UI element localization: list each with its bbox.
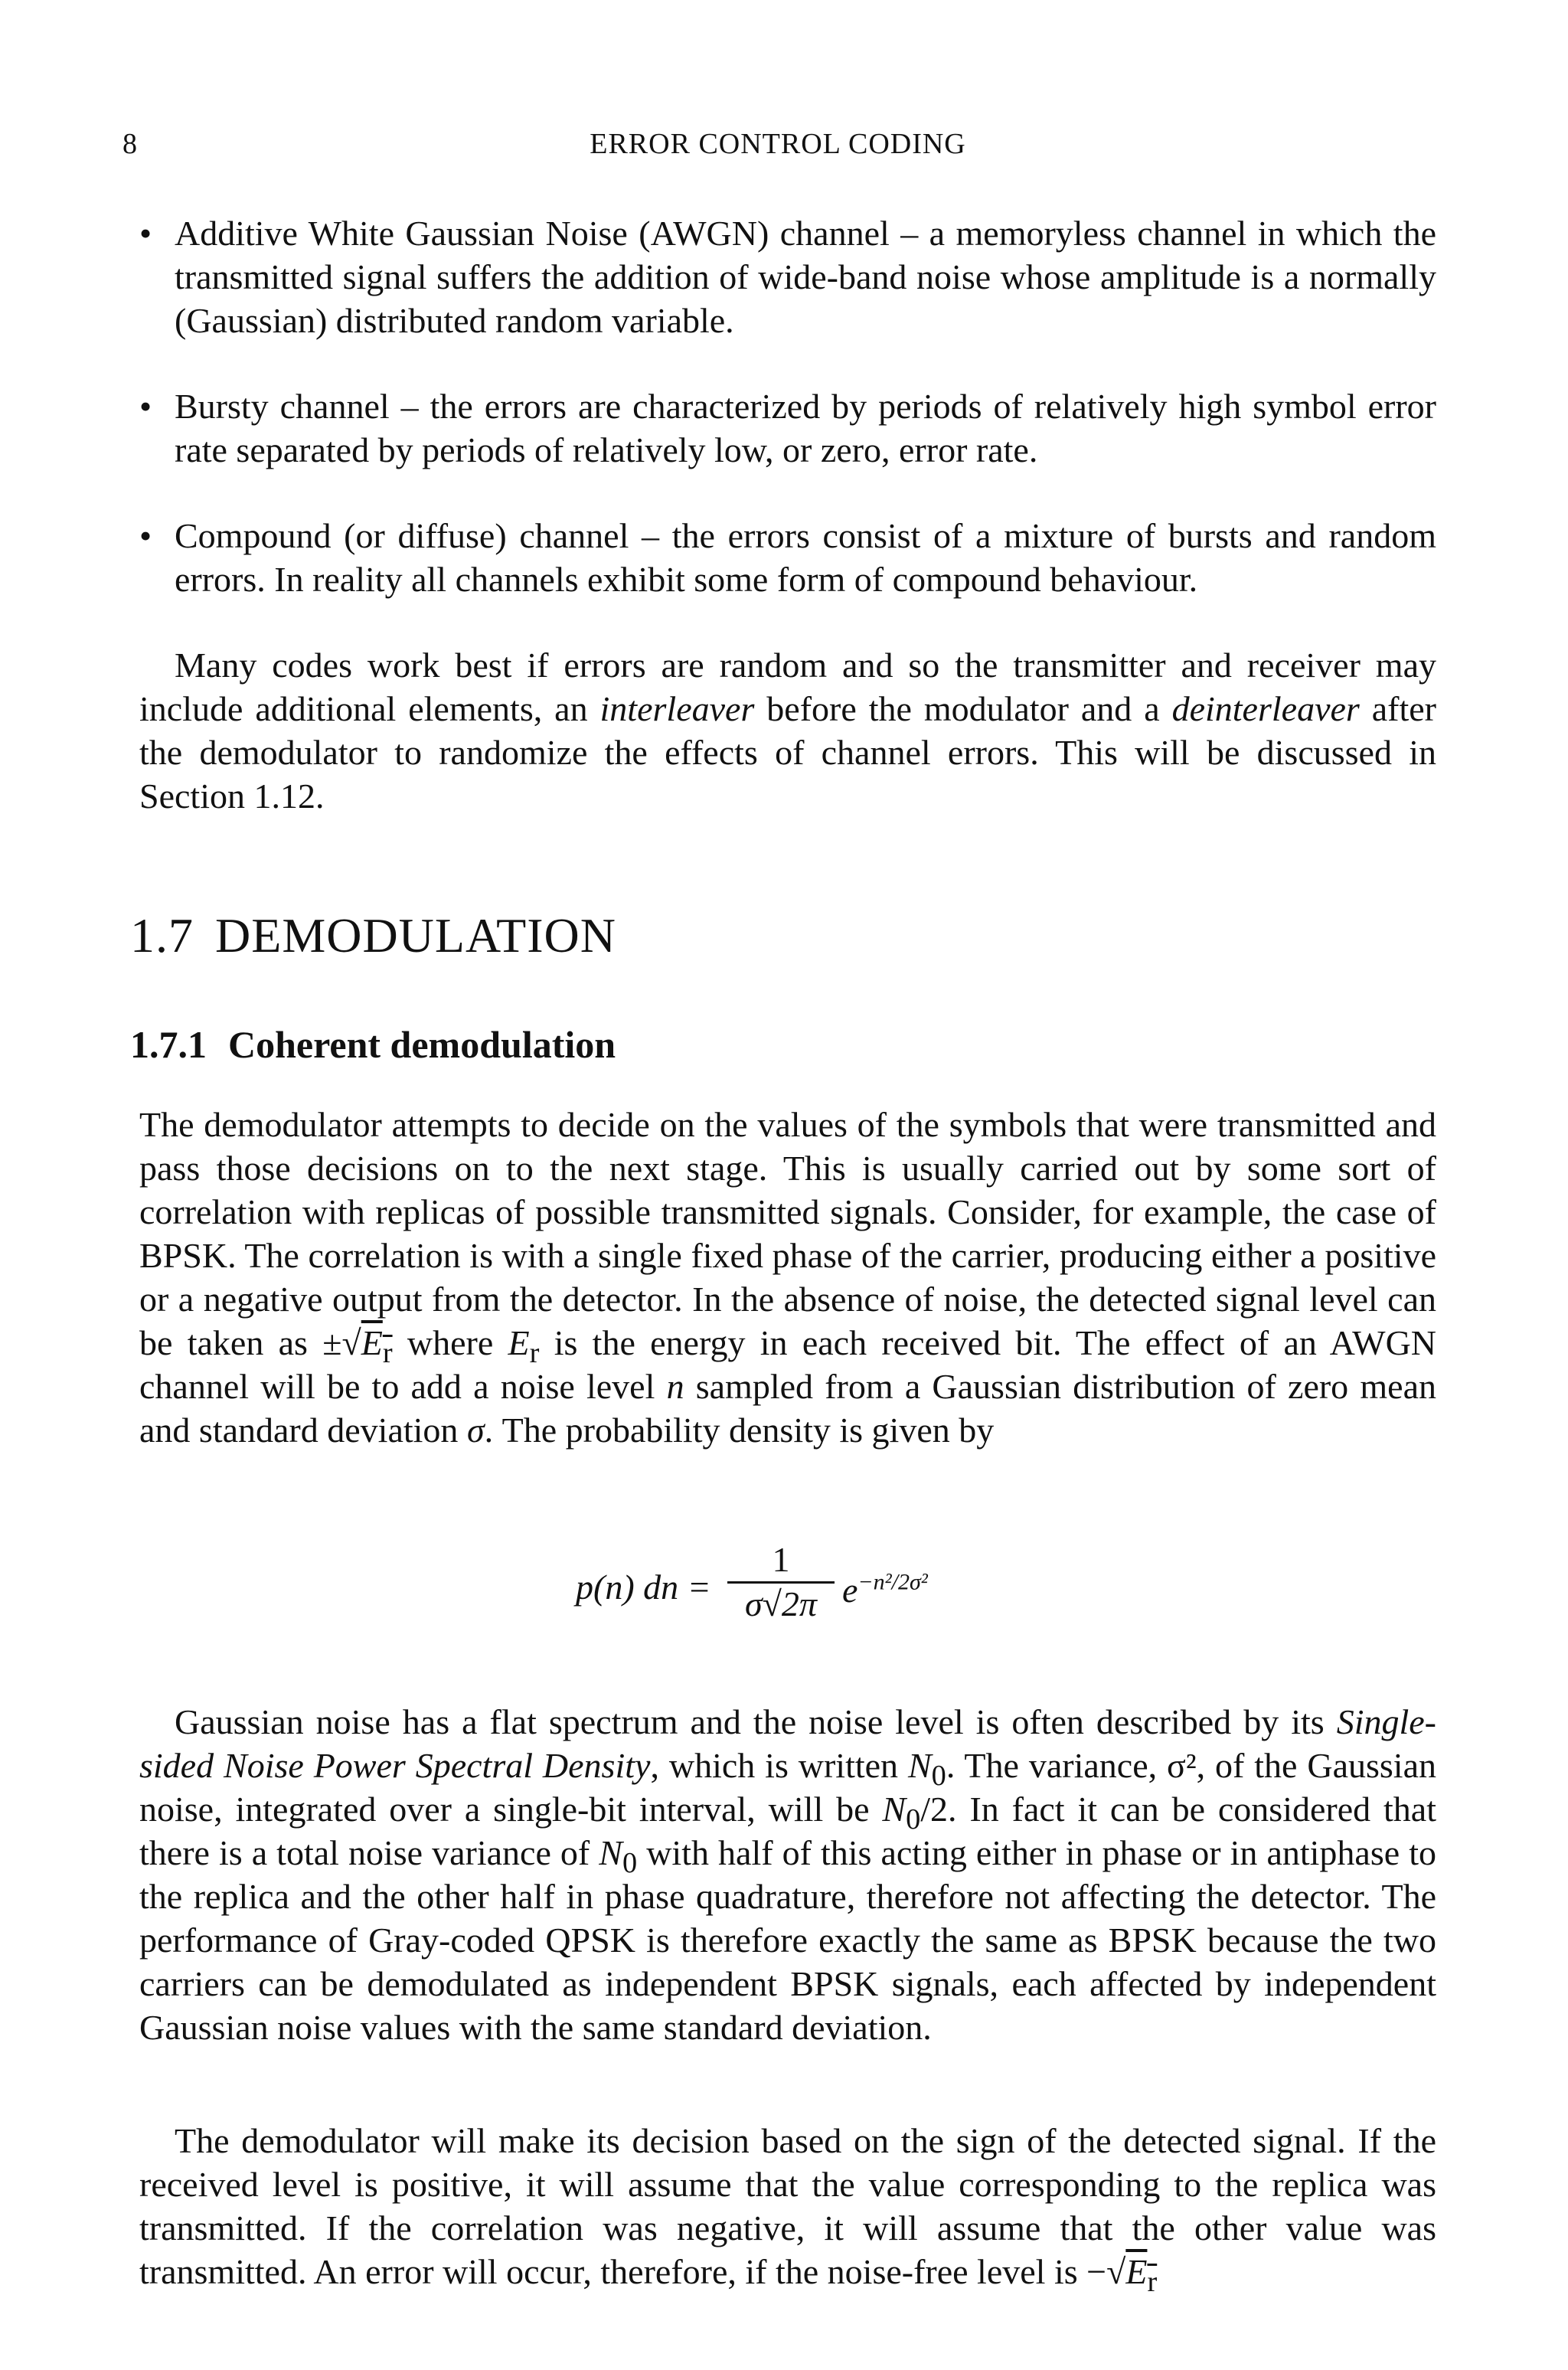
equation-rhs: $e^{-n^2/2\sigma^2}$ [842, 1569, 928, 1610]
bullet-icon: • [139, 387, 152, 426]
section-heading [130, 907, 638, 964]
gaussian-noise-paragraph: Gaussian noise has a flat spectrum and the noise level is often described by its Single-sided Noise Power Spectral Density, which is written $N_0$. The variance, σ², of the Gaussian noise, integrated over a single-bit interval, will be $N_0/2$. In fact it can be considered that there is a total noise variance of $N_0$ with half of this acting either in phase or in antiphase to the replica and the other half in phase quadrature, therefore not affecting the detector. The performance of Gray-coded QPSK is therefore exactly the same as BPSK because the two carriers can be demodulated as independent BPSK signals, each affected by independent Gaussian noise values with the same standard deviation. [139, 1702, 1436, 2047]
subsection-number: 1.7.1 [130, 1023, 207, 1066]
section-number: 1.7 [130, 908, 194, 963]
bullet-icon: • [139, 214, 152, 253]
decision-paragraph: The demodulator will make its decision based on the sign of the detected signal. If the received level is positive, it will assume that the value corresponding to the replica was transmitted. If the correlation was negative, it will assume that the other value was transmitted. An error will occur, therefore, if the noise-free level is $-√E_{\overline{r}}$ [139, 2121, 1436, 2299]
equation-lhs: p(n) dn = [576, 1567, 711, 1607]
list-item [139, 384, 1436, 472]
section-title: DEMODULATION [215, 908, 616, 963]
subsection-heading [130, 1022, 637, 1067]
equation-numerator: 1 [772, 1540, 790, 1579]
subsection-title: Coherent demodulation [228, 1023, 616, 1066]
demodulation-paragraph: The demodulator attempts to decide on the values of the symbols that were transmitted and pass those decisions on to the next stage. This is usually carried out by some sort of correlation with replicas of possible transmitted signals. Consider, for example, the case of BPSK. The correlation is with a single fixed phase of the carrier, producing either a positive or a negative output from the detector. In the absence of noise, the detected signal level can be taken as $\pm√E_{\overline{r}}$ where $E_r$ is the energy in each received bit. The effect of an AWGN channel will be to add a noise level n sampled from a Gaussian distribution of zero mean and standard deviation σ. The probability density is given by [139, 1105, 1437, 1450]
interleaver-paragraph: Many codes work best if errors are random and so the transmitter and receiver may include additional elements, an interleaver before the modulator and a deinterleaver after the demodulator to randomize the effects of channel errors. This will be discussed in Section 1.12. [139, 646, 1437, 816]
probability-density-equation [0, 1539, 1568, 1639]
page-header [122, 127, 1433, 173]
list-item [139, 211, 1436, 342]
list-item [139, 514, 1436, 601]
channel-type-list [139, 211, 1436, 643]
equation-denominator: σ√2π [745, 1584, 817, 1623]
bullet-text: Additive White Gaussian Noise (AWGN) channel – a memoryless channel in which the transmitted signal suffers the addition of wide-band noise whose amplitude is a normally (Gaussian) distributed random variable. [175, 214, 1436, 340]
running-head: ERROR CONTROL CODING [590, 128, 966, 160]
interleaver-term: interleaver [599, 689, 755, 728]
page-number: 8 [122, 128, 137, 160]
equation-exponent: −n²/2σ² [858, 1569, 928, 1595]
bullet-text: Compound (or diffuse) channel – the errors consist of a mixture of bursts and random errors. In reality all channels exhibit some form of compound behaviour. [175, 516, 1436, 599]
equation-fraction [727, 1539, 835, 1624]
bullet-text: Bursty channel – the errors are characterized by periods of relatively high symbol error rate separated by periods of relatively low, or zero, error rate. [175, 387, 1436, 469]
deinterleaver-term: deinterleaver [1171, 689, 1360, 728]
bullet-icon: • [139, 516, 152, 555]
spectral-density-term: Single-sided Noise Power Spectral Density [139, 1702, 1436, 1785]
